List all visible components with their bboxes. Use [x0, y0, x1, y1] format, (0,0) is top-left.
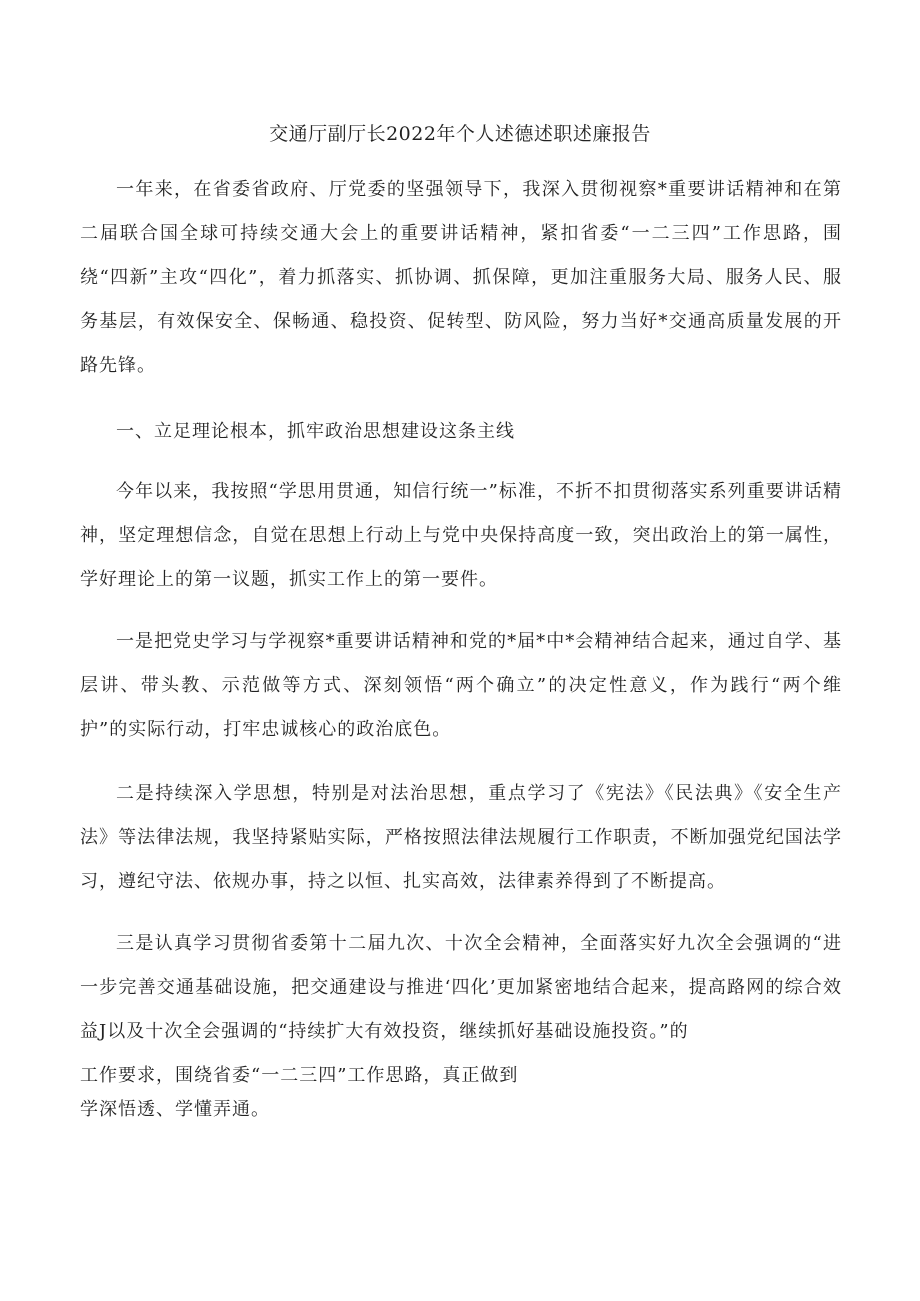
tail-line: 学深悟透、学懂弄通。: [80, 1099, 270, 1120]
body-paragraph: 一是把党史学习与学视察*重要讲话精神和党的*届*中*会精神结合起来，通过自学、基层讲、带头教、示范做等方式、深刻领悟“两个确立”的决定性意义，作为践行“两个维护”的实际行动，打牢忠诚核心的政治底色。: [80, 631, 842, 740]
section-heading: 一、立足理论根本，抓牢政治思想建设这条主线: [116, 421, 515, 442]
body-paragraph: 二是持续深入学思想，特别是对法治思想，重点学习了《宪法》《民法典》《安全生产法》等法律法规，我坚持紧贴实际，严格按照法律法规履行工作职责，不断加强党纪国法学习，遵纪守法、依规办事，持之以恒、扎实高效，法律素养得到了不断提高。: [80, 783, 842, 892]
body-paragraph: 今年以来，我按照“学思用贯通，知信行统一”标准，不折不扣贯彻落实系列重要讲话精神，坚定理想信念，自觉在思想上行动上与党中央保持高度一致，突出政治上的第一属性，学好理论上的第一议题，抓实工作上的第一要件。: [80, 481, 842, 590]
tail-line: 工作要求，围绕省委“一二三四”工作思路，真正做到: [80, 1065, 519, 1086]
document-title: 交通厅副厅长2022年个人述德述职述廉报告: [269, 123, 651, 145]
body-paragraph: 三是认真学习贯彻省委第十二届九次、十次全会精神，全面落实好九次全会强调的“进一步完善交通基础设施，把交通建设与推进‘四化’更加紧密地结合起来，提高路网的综合效益J以及十次全会强调的“持续扩大有效投资，继续抓好基础设施投资。”的: [80, 933, 842, 1042]
intro-paragraph: 一年来，在省委省政府、厅党委的坚强领导下，我深入贯彻视察*重要讲话精神和在第二届联合国全球可持续交通大会上的重要讲话精神，紧扣省委“一二三四”工作思路，围绕“四新”主攻“四化”，着力抓落实、抓协调、抓保障，更加注重服务大局、服务人民、服务基层，有效保安全、保畅通、稳投资、促转型、防风险，努力当好*交通高质量发展的开路先锋。: [80, 179, 842, 376]
